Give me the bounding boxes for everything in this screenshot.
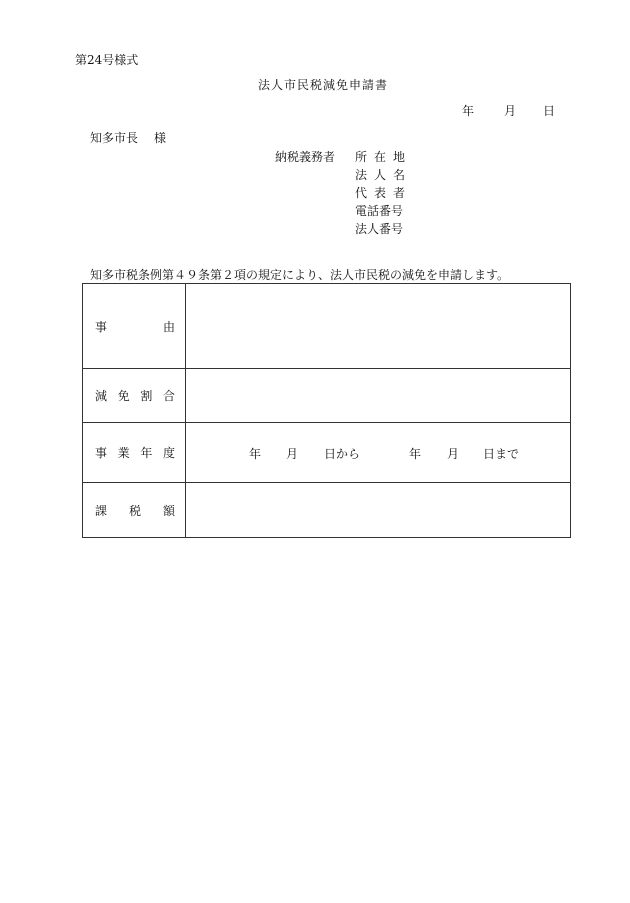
to-day: 日まで [483,447,520,461]
reduction-rate-row [83,369,571,423]
fiscal-year-field[interactable] [186,423,571,483]
from-day: 日から [324,447,361,461]
reason-field[interactable] [186,284,571,369]
to-month: 月 [447,447,460,461]
reason-label-cell [83,284,186,369]
tax-amount-field[interactable] [186,483,571,538]
tax-amount-label-cell [83,483,186,538]
application-statement: 知多市税条例第４９条第２項の規定により、法人市民税の減免を申請します。 [90,268,510,282]
reduction-rate-field[interactable] [186,369,571,423]
fiscal-year-row [83,423,571,483]
form-number: 第24号様式 [75,53,139,67]
to-year: 年 [409,447,422,461]
date-month: 月 [504,104,517,118]
from-month: 月 [286,447,299,461]
taxpayer-heading: 納税義務者 [275,150,336,164]
from-year: 年 [249,447,262,461]
addressee-honorific: 様 [154,131,167,145]
reason-label: 事 由 [95,319,175,334]
corporate-name-label: 法 人 名 [355,168,405,182]
fiscal-year-label-cell [83,423,186,483]
fiscal-year-label: 事 業 年 度 [95,446,175,460]
reason-row [83,284,571,369]
tax-amount-row [83,483,571,538]
date-day: 日 [543,104,556,118]
date-year: 年 [462,104,475,118]
reduction-rate-label: 減 免 割 合 [95,389,175,403]
tax-amount-label: 課 税 額 [95,503,175,518]
address-label: 所 在 地 [355,150,405,164]
fiscal-year-period [186,423,570,482]
form-title: 法人市民税減免申請書 [258,78,389,92]
representative-label: 代 表 者 [355,186,405,200]
reduction-rate-label-cell [83,369,186,423]
corporate-number-label: 法人番号 [355,222,404,236]
addressee-city: 知多市長 [90,131,139,145]
phone-label: 電話番号 [355,204,404,218]
application-table [82,283,571,538]
